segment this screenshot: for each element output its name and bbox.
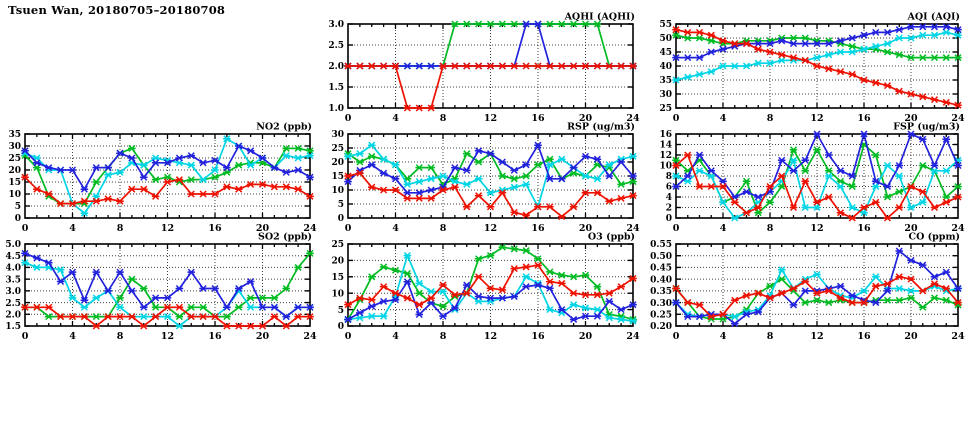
svg-text:3.0: 3.0 bbox=[328, 20, 344, 31]
chart-rsp bbox=[304, 118, 647, 240]
svg-text:20: 20 bbox=[904, 113, 918, 124]
svg-text:24: 24 bbox=[951, 223, 965, 234]
svg-text:8: 8 bbox=[116, 223, 124, 234]
svg-text:8: 8 bbox=[766, 331, 774, 342]
svg-text:0: 0 bbox=[672, 113, 680, 124]
svg-text:0: 0 bbox=[672, 223, 680, 234]
svg-text:35: 35 bbox=[659, 76, 672, 87]
svg-text:5: 5 bbox=[337, 305, 344, 316]
svg-text:8: 8 bbox=[439, 223, 447, 234]
chart-canvas-aqi bbox=[632, 8, 972, 126]
svg-text:12: 12 bbox=[810, 331, 824, 342]
svg-text:40: 40 bbox=[659, 62, 672, 73]
chart-no2 bbox=[0, 118, 324, 240]
chart-canvas-o3 bbox=[304, 228, 647, 344]
svg-text:12: 12 bbox=[659, 151, 672, 162]
chart-o3 bbox=[304, 228, 647, 348]
chart-title-rsp: RSP (ug/m3) bbox=[567, 121, 635, 133]
svg-text:16: 16 bbox=[659, 130, 672, 141]
svg-text:24: 24 bbox=[626, 331, 640, 342]
svg-text:16: 16 bbox=[857, 113, 871, 124]
svg-text:3.5: 3.5 bbox=[5, 275, 21, 286]
svg-text:20: 20 bbox=[8, 166, 21, 177]
svg-text:16: 16 bbox=[208, 331, 222, 342]
svg-text:20: 20 bbox=[578, 223, 593, 234]
svg-text:24: 24 bbox=[626, 113, 640, 124]
svg-text:16: 16 bbox=[531, 331, 545, 342]
chart-canvas-no2 bbox=[0, 118, 324, 236]
svg-text:25: 25 bbox=[8, 154, 21, 165]
svg-text:24: 24 bbox=[303, 223, 317, 234]
svg-text:20: 20 bbox=[255, 331, 270, 342]
svg-text:15: 15 bbox=[8, 178, 21, 189]
svg-text:25: 25 bbox=[331, 240, 344, 251]
svg-text:4: 4 bbox=[392, 331, 399, 342]
chart-title-so2: SO2 (ppb) bbox=[258, 231, 312, 243]
chart-co bbox=[632, 228, 972, 348]
svg-text:4: 4 bbox=[69, 331, 76, 342]
svg-text:0.35: 0.35 bbox=[650, 287, 672, 298]
svg-text:1.5: 1.5 bbox=[328, 83, 344, 94]
svg-text:16: 16 bbox=[531, 113, 545, 124]
svg-text:10: 10 bbox=[331, 186, 344, 197]
svg-text:0: 0 bbox=[672, 331, 680, 342]
svg-text:4: 4 bbox=[392, 113, 399, 124]
chart-canvas-fsp bbox=[632, 118, 972, 236]
svg-text:20: 20 bbox=[255, 223, 270, 234]
svg-text:4: 4 bbox=[719, 223, 727, 234]
svg-text:20: 20 bbox=[331, 256, 344, 267]
chart-canvas-co bbox=[632, 228, 972, 344]
svg-text:20: 20 bbox=[578, 113, 593, 124]
chart-title-aqhi: AQHI (AQHI) bbox=[564, 11, 635, 23]
svg-text:12: 12 bbox=[483, 113, 498, 124]
page-title: Tsuen Wan, 20180705–20180708 bbox=[8, 3, 226, 17]
svg-text:5: 5 bbox=[337, 200, 344, 211]
svg-text:45: 45 bbox=[659, 48, 672, 59]
svg-text:2: 2 bbox=[665, 203, 672, 214]
svg-text:30: 30 bbox=[659, 90, 672, 101]
svg-text:2.0: 2.0 bbox=[328, 62, 344, 73]
svg-text:8: 8 bbox=[439, 113, 447, 124]
svg-text:25: 25 bbox=[331, 144, 344, 155]
svg-text:2.0: 2.0 bbox=[5, 310, 21, 321]
svg-text:0.45: 0.45 bbox=[650, 263, 672, 274]
svg-text:8: 8 bbox=[439, 331, 447, 342]
chart-canvas-aqhi bbox=[304, 8, 647, 126]
svg-text:0: 0 bbox=[344, 223, 352, 234]
svg-text:8: 8 bbox=[766, 223, 774, 234]
svg-text:16: 16 bbox=[208, 223, 222, 234]
svg-text:20: 20 bbox=[331, 158, 344, 169]
svg-text:10: 10 bbox=[331, 289, 344, 300]
svg-text:2.5: 2.5 bbox=[5, 298, 21, 309]
svg-text:0: 0 bbox=[344, 331, 352, 342]
chart-canvas-so2 bbox=[0, 228, 324, 344]
svg-text:0.25: 0.25 bbox=[650, 310, 672, 321]
svg-text:30: 30 bbox=[331, 130, 344, 141]
svg-text:0: 0 bbox=[14, 214, 21, 225]
svg-text:30: 30 bbox=[8, 142, 21, 153]
svg-text:35: 35 bbox=[8, 130, 21, 141]
svg-text:4: 4 bbox=[665, 193, 672, 204]
svg-text:12: 12 bbox=[810, 113, 824, 124]
svg-text:0: 0 bbox=[337, 322, 344, 333]
svg-text:20: 20 bbox=[578, 331, 593, 342]
svg-text:8: 8 bbox=[116, 331, 124, 342]
svg-text:0: 0 bbox=[337, 214, 344, 225]
chart-title-fsp: FSP (ug/m3) bbox=[893, 121, 960, 133]
svg-text:0.30: 0.30 bbox=[650, 298, 672, 309]
svg-text:10: 10 bbox=[659, 161, 672, 172]
svg-text:0.55: 0.55 bbox=[650, 240, 672, 251]
chart-title-co: CO (ppm) bbox=[908, 231, 960, 243]
svg-text:0: 0 bbox=[21, 331, 29, 342]
svg-text:15: 15 bbox=[331, 172, 344, 183]
chart-title-no2: NO2 (ppb) bbox=[256, 121, 312, 133]
chart-aqi bbox=[632, 8, 972, 130]
svg-text:12: 12 bbox=[160, 223, 175, 234]
svg-text:1.0: 1.0 bbox=[328, 104, 344, 115]
svg-text:4.5: 4.5 bbox=[5, 251, 21, 262]
chart-title-o3: O3 (ppb) bbox=[587, 231, 635, 243]
svg-text:4.0: 4.0 bbox=[5, 263, 21, 274]
svg-text:12: 12 bbox=[483, 223, 498, 234]
svg-text:16: 16 bbox=[857, 223, 871, 234]
svg-text:0.20: 0.20 bbox=[650, 322, 672, 333]
svg-text:15: 15 bbox=[331, 273, 344, 283]
svg-text:0: 0 bbox=[344, 113, 352, 124]
svg-text:12: 12 bbox=[160, 331, 175, 342]
svg-text:50: 50 bbox=[659, 34, 672, 45]
svg-text:20: 20 bbox=[904, 223, 918, 234]
svg-text:6: 6 bbox=[665, 182, 672, 193]
svg-text:10: 10 bbox=[8, 190, 21, 201]
svg-text:5.0: 5.0 bbox=[5, 240, 21, 251]
svg-text:20: 20 bbox=[904, 331, 918, 342]
svg-text:24: 24 bbox=[951, 331, 965, 342]
svg-text:24: 24 bbox=[951, 113, 965, 124]
chart-fsp bbox=[632, 118, 972, 240]
svg-text:8: 8 bbox=[665, 172, 672, 183]
svg-text:16: 16 bbox=[857, 331, 871, 342]
chart-so2 bbox=[0, 228, 324, 348]
svg-text:24: 24 bbox=[303, 331, 317, 342]
svg-text:3.0: 3.0 bbox=[5, 287, 21, 298]
svg-text:5: 5 bbox=[14, 202, 21, 213]
svg-text:1.5: 1.5 bbox=[5, 322, 21, 333]
chart-title-aqi: AQI (AQI) bbox=[907, 11, 960, 23]
svg-text:16: 16 bbox=[531, 223, 545, 234]
svg-text:0.50: 0.50 bbox=[650, 251, 672, 262]
chart-canvas-rsp bbox=[304, 118, 647, 236]
chart-aqhi bbox=[304, 8, 647, 130]
svg-text:24: 24 bbox=[626, 223, 640, 234]
svg-text:8: 8 bbox=[766, 113, 774, 124]
svg-text:12: 12 bbox=[810, 223, 824, 234]
svg-text:4: 4 bbox=[392, 223, 399, 234]
svg-text:14: 14 bbox=[659, 140, 672, 151]
svg-text:0.40: 0.40 bbox=[650, 275, 672, 286]
svg-text:0: 0 bbox=[21, 223, 29, 234]
svg-text:4: 4 bbox=[719, 113, 727, 124]
svg-text:12: 12 bbox=[483, 331, 498, 342]
svg-text:4: 4 bbox=[719, 331, 727, 342]
svg-text:4: 4 bbox=[69, 223, 76, 234]
svg-text:55: 55 bbox=[659, 20, 672, 31]
svg-text:0: 0 bbox=[665, 214, 672, 225]
svg-text:2.5: 2.5 bbox=[328, 41, 344, 52]
svg-text:25: 25 bbox=[659, 104, 672, 115]
